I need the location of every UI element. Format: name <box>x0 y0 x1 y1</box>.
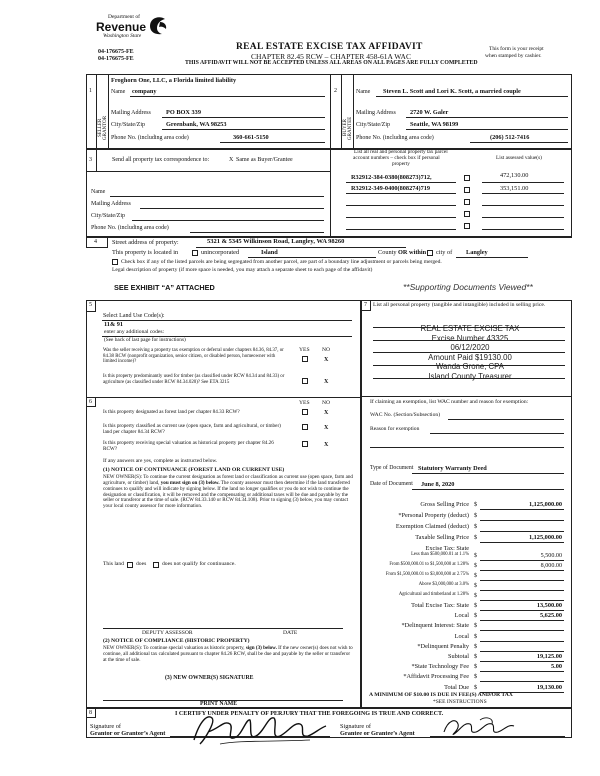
grantee-sig-label-2: Grantee or Grantee’s Agent <box>340 730 415 737</box>
buyer-side-label-2: GRANTEE <box>348 116 353 140</box>
seller-phone[interactable]: 360-661-5150 <box>233 134 269 141</box>
stamp-line-1: REAL ESTATE EXCISE TAX <box>420 324 520 333</box>
sec5-q1-yes[interactable] <box>302 356 308 362</box>
sec6-q3-no-mark[interactable]: X <box>324 442 329 448</box>
stamp-line-2: Excise Number 43325 <box>431 333 509 343</box>
parcel-1[interactable]: R32912-384-0380(808273)712, <box>351 174 432 181</box>
tier-label: From $1,500,000.01 to $3,000,000 at 2.75% <box>385 572 469 577</box>
print-name-label: PRINT NAME <box>200 701 238 707</box>
calc2-line <box>480 671 564 672</box>
parcel-2-checkbox[interactable] <box>464 187 470 193</box>
see-instructions: *SEE INSTRUCTIONS <box>433 699 487 705</box>
buyer-phone-label: Phone No. (including area code) <box>356 135 434 141</box>
calc2-dollar: $ <box>474 642 478 650</box>
calc2-dollar: $ <box>474 622 478 630</box>
tier-line <box>480 590 564 591</box>
seller-city[interactable]: Greenbank, WA 98253 <box>166 121 227 128</box>
buyer-city[interactable]: Seattle, WA 98199 <box>410 121 459 128</box>
calc-label: Taxable Selling Price <box>415 534 469 541</box>
new-owner-signature-label: (3) NEW OWNER(S) SIGNATURE <box>165 675 254 681</box>
calc2-label: Total Excise Tax: State <box>411 602 469 609</box>
sec6-q1-yes[interactable] <box>302 409 308 415</box>
exhibit-text: SEE EXHIBIT “A” ATTACHED <box>114 283 215 292</box>
calc2-dollar: $ <box>474 653 478 660</box>
notice1-a: NEW OWNER(S): To continue the current designation as forest land or classification as current use (open space, farm and agriculture, or timber) land, <box>103 474 353 486</box>
form-subtitle: CHAPTER 82.45 RCW – CHAPTER 458-61A WAC <box>251 52 411 61</box>
tier-value[interactable]: 5,500.00 <box>540 553 562 559</box>
calc2-label: *Affidavit Processing Fee <box>403 673 469 681</box>
calc-label: Gross Selling Price <box>420 501 469 508</box>
calc2-line <box>480 630 564 631</box>
tier-dollar: $ <box>474 573 477 579</box>
calc-label: Excise Tax: State <box>425 545 469 552</box>
calc2-line <box>480 681 564 682</box>
sec3-mail-label: Mailing Address <box>91 201 131 207</box>
sec6-q2: Is this property classified as current use (open space, farm and agricultural, or timber) land per chapter 84.34 RCW? <box>103 423 281 435</box>
calc2-dollar: $ <box>474 632 478 640</box>
street-label: Street address of property: <box>112 239 179 246</box>
form-number-2: 04-176675-FE <box>98 56 134 62</box>
parties-divider <box>330 74 331 149</box>
section-3-num: 3 <box>89 157 92 163</box>
minimum-due: A MINIMUM OF $10.00 IS DUE IN FEE(S) AND/OR TAX <box>369 692 513 698</box>
sec5-q2: Is this property predominantly used for timber (as classified under RCW 84.34 and 84.33) or agriculture (as classified under RCW 84.34.020)? See ETA 3215 <box>103 374 285 385</box>
sec6-no: NO <box>322 400 331 406</box>
calc-label: Exemption Claimed (deduct) <box>395 523 469 530</box>
tier-line <box>480 600 564 601</box>
section-2-num: 2 <box>334 88 337 94</box>
sec6-if-yes: If any answers are yes, complete as instructed below. <box>103 458 218 464</box>
receipt-note-1: This form is your receipt <box>489 46 544 52</box>
calc-label: *Personal Property (deduct) <box>398 512 469 519</box>
section-4-num-box <box>86 237 108 248</box>
wac-label: WAC No. (Section/Subsection) <box>370 412 441 418</box>
land-does: does <box>136 561 147 567</box>
calc2-line <box>480 641 564 642</box>
notice2-body <box>103 646 353 664</box>
seller-side-label-2: GRANTOR <box>103 115 108 140</box>
section-5-num: 5 <box>89 302 92 308</box>
calc2-label: *Delinquent Penalty <box>417 642 469 650</box>
calc-dollar: $ <box>474 534 478 541</box>
calc-dollar: $ <box>474 523 478 530</box>
parcel-4-checkbox[interactable] <box>464 211 470 217</box>
parcel-1-checkbox[interactable] <box>464 175 470 181</box>
see-back: (See back of last page for instructions) <box>104 337 186 343</box>
calc2-label: Subtotal <box>448 653 469 660</box>
calc2-dollar: $ <box>474 602 478 609</box>
calc-value[interactable]: 1,125,000.00 <box>528 534 562 541</box>
calc2-value[interactable]: 5,625.00 <box>539 612 562 620</box>
grantor-sig-label-2: Grantor or Grantor’s Agent <box>90 730 166 737</box>
buyer-phone[interactable]: (206) 512-7416 <box>490 134 530 141</box>
land-use-code[interactable]: 11& 91 <box>104 321 124 328</box>
value-2[interactable]: 353,151.00 <box>500 185 529 192</box>
stamp-line-6: Island County Treasurer <box>428 371 512 381</box>
calc2-line <box>480 620 564 621</box>
county-label: County <box>378 249 397 256</box>
calc-dollar: $ <box>474 501 478 508</box>
tier-dollar: $ <box>474 593 477 599</box>
calc2-value[interactable]: 13,500.00 <box>536 602 562 609</box>
land-use-label: Select Land Use Code(s): <box>103 313 165 319</box>
grantor-signature[interactable] <box>190 710 330 750</box>
legal-desc-text: Legal description of property (if more space is needed, you may attach a separate sheet to each page of the affidavit) <box>112 267 373 273</box>
buyer-mail-label: Mailing Address <box>356 110 396 116</box>
sec6-q2-yes[interactable] <box>302 424 308 430</box>
this-land: This land <box>103 561 124 567</box>
segregation-checkbox[interactable] <box>112 259 118 265</box>
notice2-c: If the new owner(s) does not wish to continue, all additional tax calculated pursuant to chapter 84.26 RCW, shall be due and payable by the seller or transferor at the time of sale. <box>103 645 353 663</box>
city-of-label: city of <box>436 249 453 256</box>
sec5-no: NO <box>322 347 331 353</box>
buyer-name[interactable]: Steven L. Scott and Lori K. Scott, a married couple <box>383 88 521 95</box>
section-7-num: 7 <box>364 302 367 308</box>
section-4-num: 4 <box>94 239 97 245</box>
correspondence-same: Same as Buyer/Grantee <box>236 157 293 163</box>
doc-type-label: Type of Document <box>370 465 414 471</box>
tier-line <box>480 560 564 561</box>
land-does-checkbox[interactable] <box>127 562 133 568</box>
sec6-q1: Is this property designated as forest land per chapter 84.33 RCW? <box>103 409 240 415</box>
other-codes-label: enter any additional codes: <box>104 329 165 335</box>
located-text: This property is located in <box>112 249 179 256</box>
notice1-c: The county assessor must then determine if the land transferred continues to qualify and will indicate by signing below. If the land no longer qualifies or you do not wish to continue the designation or classification, it will be removed and the compensating or additional taxes will be due and payable by the seller or transferor at the time of sale. (RCW 84.33.140 or RCW 84.34.108). Prior to signing (3) below, you may contact your local county assessor for more information. <box>103 479 350 510</box>
calc-line <box>480 509 564 510</box>
seller-city-label: City/State/Zip <box>111 122 145 128</box>
seller-phone-label: Phone No. (including area code) <box>111 135 189 141</box>
city-checkbox[interactable] <box>427 250 433 256</box>
section-8-num: 8 <box>89 710 92 716</box>
tier-value[interactable]: 8,000.00 <box>540 563 562 569</box>
seller-name-label: Name <box>111 89 126 95</box>
sec3-phone-label: Phone No. (including area code) <box>91 225 169 231</box>
doc-date-label: Date of Document <box>370 481 413 487</box>
tier-dollar: $ <box>474 563 477 569</box>
notice1-body <box>103 475 353 510</box>
calc2-dollar: $ <box>474 612 478 620</box>
excise-stamp <box>380 324 560 381</box>
calc2-line <box>480 651 564 652</box>
parcel-5-checkbox[interactable] <box>464 223 470 229</box>
buyer-city-label: City/State/Zip <box>356 122 390 128</box>
tier-line <box>480 570 564 571</box>
section-1-num: 1 <box>89 88 92 94</box>
buyer-mail[interactable]: 2720 W. Galer <box>410 109 449 116</box>
county-name[interactable]: Island <box>261 249 278 256</box>
sec5-q1-no-mark[interactable]: X <box>324 357 329 363</box>
notice2-b: sign (3) below. <box>245 645 277 651</box>
unincorporated-label: unincorporated <box>201 249 240 256</box>
calc-line <box>480 542 564 543</box>
notice2-a: NEW OWNER(S): To continue special valuation as historic property, <box>103 645 245 651</box>
calc2-value[interactable]: 19,125.00 <box>536 653 562 660</box>
calc-dollar: $ <box>474 512 478 519</box>
street-address[interactable]: 5321 & 5345 Wilkinson Road, Langley, WA 98260 <box>207 238 345 245</box>
tier-label: Less than $500,000.01 at 1.1% <box>411 552 469 557</box>
dor-logo-mark-icon <box>147 14 169 36</box>
sec3-city-label: City/State/Zip <box>91 213 125 219</box>
reason-label: Reason for exemption <box>370 426 420 432</box>
correspondence-label: Send all property tax correspondence to: <box>112 157 210 163</box>
notice2-title: (2) NOTICE OF COMPLIANCE (HISTORIC PROPERTY) <box>103 638 250 644</box>
sec6-q1-no-mark[interactable]: X <box>324 410 329 416</box>
buyer-side-label: BUYER <box>343 119 348 136</box>
section-6-num: 6 <box>89 399 92 405</box>
calc2-line <box>480 610 564 611</box>
stamp-line-5: Wanda Grone, CPA <box>435 362 505 371</box>
dept-state: Washington State <box>103 33 142 39</box>
calc-value[interactable]: 1,125,000.00 <box>528 501 562 508</box>
grantee-sig-label-1: Signature of <box>340 723 371 730</box>
calc2-value[interactable]: 5.00 <box>550 663 562 671</box>
sec5-yes: YES <box>299 347 310 353</box>
wac-claim: If claiming an exemption, list WAC number and reason for exemption: <box>370 399 529 405</box>
calc-line <box>480 520 564 521</box>
stamp-line-4: Amount Paid $19130.00 <box>428 352 512 362</box>
sec5-q2-no-mark[interactable]: X <box>324 379 329 385</box>
seller-name-line-1[interactable]: Froghorn One, LLC, a Florida limited liability <box>111 77 237 84</box>
deputy-date: DATE <box>283 630 298 636</box>
parcel-head-2: account numbers – check box if personal <box>353 155 440 161</box>
correspondence-mark[interactable]: X <box>229 157 234 163</box>
notice1-b: you must sign on (3) below. <box>160 479 220 486</box>
personal-property-label: List all personal property (tangible and intangible) included in selling price. <box>373 302 546 308</box>
seller-name-line-2[interactable]: company <box>132 88 157 95</box>
value-1[interactable]: 472,130.00 <box>500 172 529 179</box>
stamp-line-3: 06/12/2020 <box>450 343 490 352</box>
doc-date[interactable]: June 8, 2020 <box>421 481 455 488</box>
supporting-docs: **Supporting Documents Viewed** <box>403 282 533 292</box>
form-number-1: 04-176675-FE <box>98 49 134 55</box>
calc-line <box>480 531 564 532</box>
calc2-dollar: $ <box>474 683 478 691</box>
tier-label: From $500,000.01 to $1,500,000 at 1.28% <box>389 562 469 567</box>
parcel-head-1: List all real and personal property tax parcel <box>354 149 448 155</box>
land-does-not: does not qualify for continuance. <box>162 561 236 567</box>
tier-dollar: $ <box>474 553 477 559</box>
receipt-note-2: when stamped by cashier. <box>485 53 542 59</box>
grantor-sig-label-1: Signature of <box>90 723 121 730</box>
parcel-head-3: property <box>392 161 410 167</box>
or-within: OR within <box>398 249 427 256</box>
calc2-label: *Delinquent Interest: State <box>401 622 469 630</box>
parcel-3-checkbox[interactable] <box>464 199 470 205</box>
calc2-label: Total Due <box>444 683 469 691</box>
calc2-value[interactable]: 19,130.00 <box>536 683 562 691</box>
sec6-q3-yes[interactable] <box>302 441 308 447</box>
tier-label: Above $3,000,000 at 3.0% <box>418 582 469 587</box>
seller-mail-label: Mailing Address <box>111 110 151 116</box>
dept-big: Revenue <box>96 20 147 34</box>
sec5-q1: Was the seller receiving a property tax exemption or deferral under chapters 84.36, 84.37, or 84.38 RCW (nonprofit organization, senior citizen, or disabled person, homeowner with limited income)? <box>103 348 284 365</box>
calc2-label: Local <box>454 632 469 640</box>
doc-type[interactable]: Statutory Warranty Deed <box>418 465 487 472</box>
calc2-label: *State Technology Fee <box>411 663 469 671</box>
calc2-line <box>480 661 564 662</box>
segregation-text: Check box if any of the listed parcels are being segregated from another parcel, are part of a boundary line adjustment or parcels being merged. <box>121 258 442 265</box>
seller-mail[interactable]: PO BOX 339 <box>166 109 201 116</box>
city-name[interactable]: Langley <box>466 249 488 256</box>
sec6-q3: Is this property receiving special valuation as historical property per chapter 84.26 RCW? <box>103 440 274 452</box>
calc2-dollar: $ <box>474 663 478 671</box>
sec6-yes: YES <box>299 400 310 406</box>
sec3-name-label: Name <box>91 189 106 195</box>
certify-text: I CERTIFY UNDER PENALTY OF PERJURY THAT THE FOREGOING IS TRUE AND CORRECT. <box>175 711 444 717</box>
unincorporated-checkbox[interactable] <box>192 250 198 256</box>
dept-small: Department of <box>108 14 140 20</box>
dor-logo <box>78 14 178 42</box>
calc2-label: Local <box>454 612 469 620</box>
tier-dollar: $ <box>474 583 477 589</box>
land-does-not-checkbox[interactable] <box>153 562 159 568</box>
deputy-assessor: DEPUTY ASSESSOR <box>142 630 193 636</box>
seller-side-label: SELLER <box>98 118 103 137</box>
sec5-q2-yes[interactable] <box>302 378 308 384</box>
grantee-signature[interactable] <box>440 712 520 742</box>
notice1-title: (1) NOTICE OF CONTINUANCE (FOREST LAND OR CURRENT USE) <box>103 467 285 473</box>
form-notice: THIS AFFIDAVIT WILL NOT BE ACCEPTED UNLESS ALL AREAS ON ALL PAGES ARE FULLY COMPLETED <box>185 60 478 66</box>
sec6-q2-no-mark[interactable]: X <box>324 425 329 431</box>
assessed-head: List assessed value(s) <box>496 155 542 161</box>
buyer-name-label: Name <box>356 89 371 95</box>
tier-label: Agricultural and timberland at 1.28% <box>398 592 469 597</box>
form-title: REAL ESTATE EXCISE TAX AFFIDAVIT <box>236 42 423 52</box>
calc2-dollar: $ <box>474 673 478 681</box>
parcel-2[interactable]: R32912-349-0400(808274)719 <box>351 185 431 192</box>
tier-line <box>480 580 564 581</box>
